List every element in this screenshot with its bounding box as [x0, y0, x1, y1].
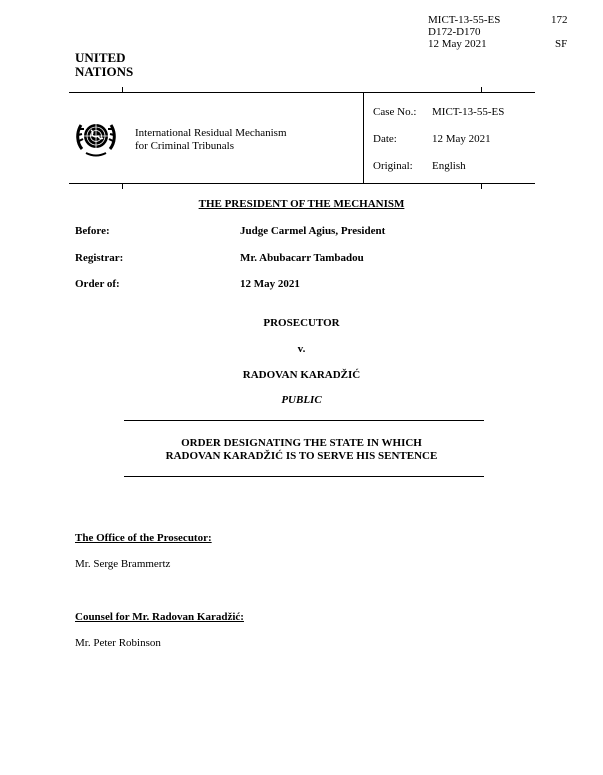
case-no-label: Case No.:	[373, 106, 417, 118]
title-bottom-rule	[124, 476, 484, 477]
order-of-label: Order of:	[75, 278, 120, 290]
otp-name: Mr. Serge Brammertz	[75, 558, 171, 570]
filing-date: 12 May 2021	[428, 38, 487, 50]
before-label: Before:	[75, 225, 110, 237]
header-top-rule	[69, 92, 535, 93]
public-status: PUBLIC	[281, 394, 322, 406]
original-value: English	[432, 160, 466, 172]
institution-name-line2: for Criminal Tribunals	[135, 140, 235, 152]
tick-left-bottom	[122, 183, 123, 189]
date-value: 12 May 2021	[432, 133, 491, 145]
party-prosecutor: PROSECUTOR	[263, 317, 340, 329]
tick-left-top	[122, 87, 123, 93]
org-name-line2: NATIONS	[75, 64, 134, 79]
before-value: Judge Carmel Agius, President	[240, 225, 386, 237]
header-divider	[363, 92, 364, 183]
counsel-heading: Counsel for Mr. Radovan Karadžić:	[75, 611, 244, 623]
case-reference: MICT-13-55-ES	[428, 14, 501, 26]
registrar-value: Mr. Abubacarr Tambadou	[240, 252, 364, 264]
order-of-value: 12 May 2021	[240, 278, 300, 290]
versus-text: v.	[297, 343, 306, 355]
page-number: 172	[551, 14, 568, 26]
tick-right-top	[481, 87, 482, 93]
counsel-name: Mr. Peter Robinson	[75, 637, 161, 649]
page-range: D172-D170	[428, 26, 481, 38]
org-name-line1: UNITED	[75, 50, 126, 65]
classification-mark: SF	[555, 38, 568, 50]
institution-name-line1: International Residual Mechanism	[135, 127, 287, 139]
header-bottom-rule	[69, 183, 535, 184]
title-top-rule	[124, 420, 484, 421]
un-emblem-icon	[74, 115, 118, 159]
section-title: THE PRESIDENT OF THE MECHANISM	[198, 198, 405, 210]
order-title-line2: RADOVAN KARADŽIĆ IS TO SERVE HIS SENTENCE	[165, 450, 438, 462]
otp-heading: The Office of the Prosecutor:	[75, 532, 212, 544]
registrar-label: Registrar:	[75, 252, 124, 264]
date-label: Date:	[373, 133, 397, 145]
original-label: Original:	[373, 160, 413, 172]
case-no-value: MICT-13-55-ES	[432, 106, 505, 118]
tick-right-bottom	[481, 183, 482, 189]
party-accused: RADOVAN KARADŽIĆ	[242, 369, 361, 381]
order-title-line1: ORDER DESIGNATING THE STATE IN WHICH	[181, 437, 422, 449]
